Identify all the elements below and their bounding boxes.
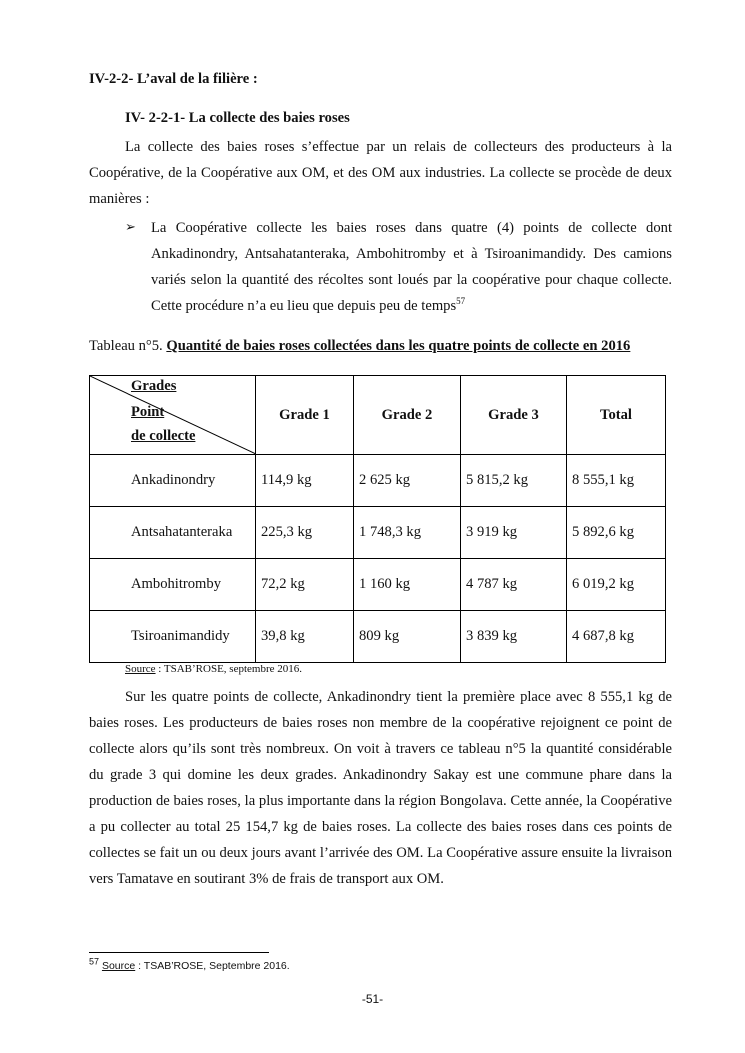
cell-grade-1: 72,2 kg xyxy=(256,559,354,611)
corner-collecte-label: de collecte xyxy=(131,428,196,444)
row-point-name: Tsiroanimandidy xyxy=(90,611,256,663)
header-grade-1: Grade 1 xyxy=(256,376,354,455)
cell-grade-2: 1 748,3 kg xyxy=(354,507,461,559)
paragraph-line: Coopérative, de la Coopérative aux OM, et des OM aux industries. La collecte se procède de deux xyxy=(89,165,672,181)
cell-grade-1: 114,9 kg xyxy=(256,455,354,507)
paragraph-line: collectes se fait un ou deux jours avant l’arrivée des OM. La Coopérative assure ensuite la livraison xyxy=(89,845,672,861)
table-caption xyxy=(89,337,630,355)
cell-total: 8 555,1 kg xyxy=(567,455,666,507)
paragraph-line: La collecte des baies roses s’effectue par un relais de collecteurs des producteurs à la xyxy=(125,139,672,155)
arrow-bullet-icon: ➢ xyxy=(125,220,136,235)
cell-total: 6 019,2 kg xyxy=(567,559,666,611)
paragraph-line: collecte alors qu’ils sont très nombreux. On voit à travers ce tableau n°5 la quantité considérable xyxy=(89,741,672,757)
table-row xyxy=(90,559,666,611)
cell-total: 5 892,6 kg xyxy=(567,507,666,559)
footnote-source-label: Source xyxy=(101,960,136,972)
cell-grade-3: 3 919 kg xyxy=(461,507,567,559)
section-heading: IV-2-2- L’aval de la filière : xyxy=(89,71,258,87)
footnote-ref: 57 xyxy=(456,296,466,307)
source-label: Source xyxy=(125,663,156,675)
paragraph-line: Sur les quatre points de collecte, Ankadinondry tient la première place avec 8 555,1 kg de xyxy=(125,689,672,705)
caption-title: Quantité de baies roses collectées dans les quatre points de collecte en 2016 xyxy=(166,338,631,354)
table-row xyxy=(90,611,666,663)
header-total: Total xyxy=(567,376,666,455)
footnote-number: 57 xyxy=(89,956,100,967)
paragraph-line: manières : xyxy=(89,191,150,207)
bullet-line-text: Cette procédure n’a eu lieu que depuis peu de temps xyxy=(151,298,457,314)
paragraph-line: du grade 3 qui domine les deux grades. Ankadinondry Sakay est une commune phare dans la xyxy=(89,767,672,783)
bullet-line: variés selon la quantité des récoltes sont loués par la coopérative pour chaque collecte. xyxy=(151,272,672,288)
cell-grade-3: 5 815,2 kg xyxy=(461,455,567,507)
row-point-name: Ambohitromby xyxy=(90,559,256,611)
collection-table xyxy=(89,375,666,663)
row-point-name: Ankadinondry xyxy=(90,455,256,507)
paragraph-line: a pu collecter au total 25 154,7 kg de baies roses. La collecte des baies roses dans ces points de xyxy=(89,819,672,835)
cell-grade-3: 3 839 kg xyxy=(461,611,567,663)
header-grade-3: Grade 3 xyxy=(461,376,567,455)
source-text: : TSAB’ROSE, septembre 2016. xyxy=(155,663,303,675)
table-source xyxy=(125,663,302,675)
paragraph-line: vers Tamatave en soutirant 3% de frais de transport aux OM. xyxy=(89,871,444,887)
row-point-name: Antsahatanteraka xyxy=(90,507,256,559)
footnote-text: : TSAB’ROSE, Septembre 2016. xyxy=(135,960,290,972)
corner-grades-label: Grades xyxy=(131,378,177,394)
cell-grade-1: 39,8 kg xyxy=(256,611,354,663)
footnote xyxy=(89,956,290,972)
header-grade-2: Grade 2 xyxy=(354,376,461,455)
cell-grade-3: 4 787 kg xyxy=(461,559,567,611)
bullet-line: Ankadinondry, Antsahatanteraka, Ambohitromby et à Tsiroanimandidy. Des camions xyxy=(151,246,672,262)
cell-grade-2: 2 625 kg xyxy=(354,455,461,507)
paragraph-line: production de baies roses, la plus importante dans la région Bongolava. Cette année, la Coopérative xyxy=(89,793,672,809)
bullet-line xyxy=(151,297,465,315)
cell-total: 4 687,8 kg xyxy=(567,611,666,663)
cell-grade-2: 1 160 kg xyxy=(354,559,461,611)
table-header-row xyxy=(90,376,666,455)
subsection-heading: IV- 2-2-1- La collecte des baies roses xyxy=(125,110,350,126)
paragraph-line: baies roses. Les producteurs de baies roses non membre de la coopérative rejoignent ce point de xyxy=(89,715,672,731)
page-number: -51- xyxy=(361,992,384,1006)
corner-header xyxy=(90,376,256,455)
table-row xyxy=(90,455,666,507)
cell-grade-1: 225,3 kg xyxy=(256,507,354,559)
bullet-line: La Coopérative collecte les baies roses dans quatre (4) points de collecte dont xyxy=(151,220,672,236)
table-row xyxy=(90,507,666,559)
caption-prefix: Tableau n°5. xyxy=(89,338,163,354)
cell-grade-2: 809 kg xyxy=(354,611,461,663)
footnote-divider xyxy=(89,952,269,953)
corner-point-label: Point xyxy=(131,404,165,420)
